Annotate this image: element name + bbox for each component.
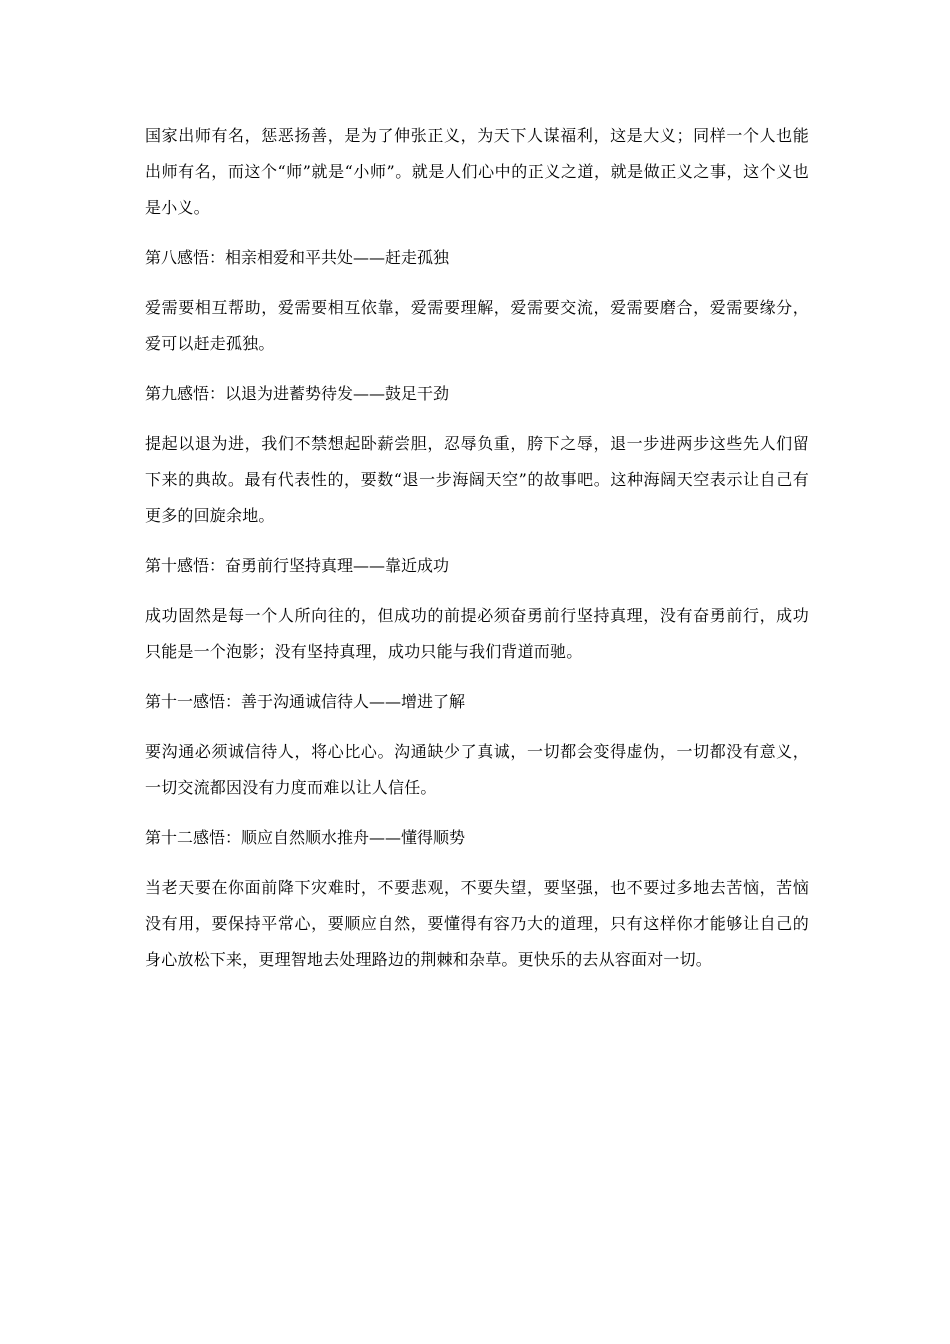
spacer — [145, 412, 809, 426]
paragraph-justice: 国家出师有名，惩恶扬善，是为了伸张正义，为天下人谋福利，这是大义；同样一个人也能出师有名，而这个“师”就是“小师”。就是人们心中的正义之道，就是做正义之事，这个义也是小义。 — [145, 126, 809, 217]
spacer — [145, 856, 809, 870]
spacer — [145, 670, 809, 684]
spacer — [145, 534, 809, 548]
heading-eleventh-insight: 第十一感悟：善于沟通诚信待人——增进了解 — [145, 692, 466, 711]
spacer — [145, 226, 809, 240]
heading-ninth-insight: 第九感悟：以退为进蓄势待发——鼓足干劲 — [145, 384, 450, 403]
document-page — [145, 118, 809, 978]
spacer — [145, 584, 809, 598]
heading-twelfth-insight: 第十二感悟：顺应自然顺水推舟——懂得顺势 — [145, 828, 466, 847]
paragraph-retreat: 提起以退为进，我们不禁想起卧薪尝胆，忍辱负重，胯下之辱，退一步进两步这些先人们留下来的典故。最有代表性的，要数“退一步海阔天空”的故事吧。这种海阔天空表示让自己有更多的回旋余地。 — [145, 434, 809, 525]
paragraph-love: 爱需要相互帮助，爱需要相互依靠，爱需要理解，爱需要交流，爱需要磨合，爱需要缘分，爱可以赶走孤独。 — [145, 298, 809, 353]
paragraph-communication: 要沟通必须诚信待人，将心比心。沟通缺少了真诚，一切都会变得虚伪，一切都没有意义，一切交流都因没有力度而难以让人信任。 — [145, 742, 809, 797]
spacer — [145, 362, 809, 376]
heading-eighth-insight: 第八感悟：相亲相爱和平共处——赶走孤独 — [145, 248, 450, 267]
paragraph-nature: 当老天要在你面前降下灾难时，不要悲观，不要失望，要坚强，也不要过多地去苦恼，苦恼没有用，要保持平常心，要顺应自然，要懂得有容乃大的道理，只有这样你才能够让自己的身心放松下来，更理智地去处理路边的荆棘和杂草。更快乐的去从容面对一切。 — [145, 878, 809, 969]
spacer — [145, 806, 809, 820]
paragraph-success: 成功固然是每一个人所向往的，但成功的前提必须奋勇前行坚持真理，没有奋勇前行，成功只能是一个泡影；没有坚持真理，成功只能与我们背道而驰。 — [145, 606, 809, 661]
spacer — [145, 720, 809, 734]
heading-tenth-insight: 第十感悟：奋勇前行坚持真理——靠近成功 — [145, 556, 450, 575]
spacer — [145, 276, 809, 290]
